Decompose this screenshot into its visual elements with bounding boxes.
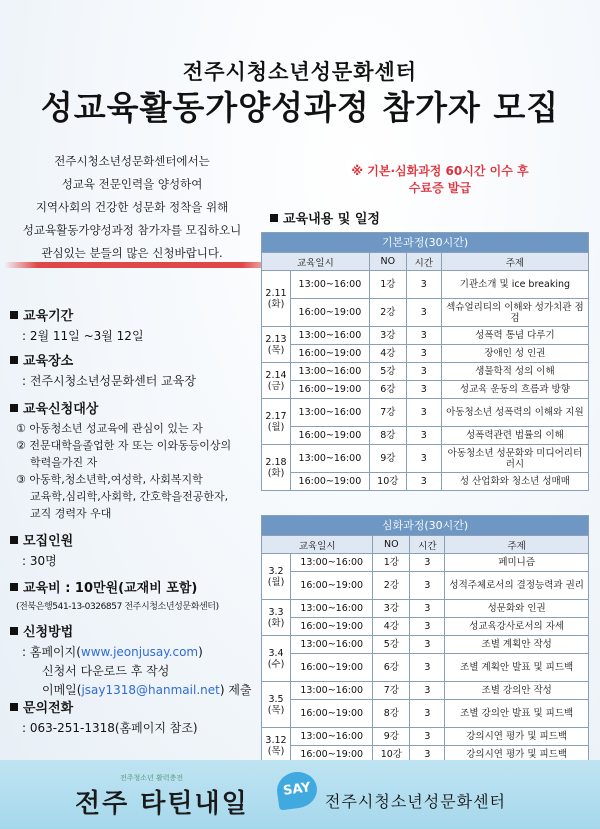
cell-topic: 성폭력 통념 다루기 (441, 327, 588, 345)
cell-hours: 3 (410, 654, 445, 682)
cell-time: 16:00~19:00 (291, 299, 370, 327)
cell-time: 16:00~19:00 (291, 654, 373, 682)
cell-time: 16:00~19:00 (291, 572, 373, 600)
apply-text: 이메일( (42, 683, 82, 697)
cell-hours: 3 (410, 636, 445, 654)
cell-hours: 3 (406, 381, 441, 399)
cell-no: 1강 (373, 554, 410, 572)
cell-time: 13:00~16:00 (291, 363, 370, 381)
notice-line: ※ 기본·심화과정 60시간 이수 후 (351, 164, 529, 178)
apply-text: : 홈페이지( (22, 645, 81, 659)
cell-time: 13:00~16:00 (291, 445, 370, 473)
cell-topic: 조별 계획안 작성 (445, 636, 589, 654)
cell-topic: 아동청소년 성문화와 미디어리터러시 (441, 445, 588, 473)
cell-topic: 강의시연 평가 및 피드백 (445, 746, 589, 764)
column-header: 시간 (410, 536, 445, 554)
cell-topic: 성교육강사로서의 자세 (445, 618, 589, 636)
table-row (262, 299, 589, 327)
weekday-text: (목) (267, 745, 285, 757)
cell-topic: 생물학적 성의 이해 (441, 363, 588, 381)
cell-hours: 3 (406, 327, 441, 345)
cell-topic: 성문화와 인권 (445, 600, 589, 618)
notice-line: 수료증 발급 (408, 181, 472, 195)
cell-no: 6강 (369, 381, 406, 399)
brand-logo-text: 전주 타틴내일 (75, 789, 249, 819)
cell-no: 9강 (373, 728, 410, 746)
weekday-text: (목) (267, 704, 285, 716)
square-bullet-icon (10, 356, 18, 364)
cell-no: 3강 (373, 600, 410, 618)
apply-text: 신청서 다운로드 후 작성 (42, 664, 170, 678)
column-header: NO (369, 253, 406, 271)
table-row (262, 618, 589, 636)
table-row (262, 381, 589, 399)
cell-hours: 3 (406, 399, 441, 427)
cell-no: 5강 (373, 636, 410, 654)
info-label: 모집인원 (23, 534, 74, 549)
info-period (10, 305, 272, 344)
info-label: 교육비 : 10만원(교재비 포함) (23, 581, 198, 596)
cell-topic: 섹슈얼리티의 이해와 성가치관 점검 (441, 299, 588, 327)
footer-organization: 전주시청소년성문화센터 (325, 792, 507, 811)
date-cell (262, 600, 291, 636)
cell-time: 16:00~19:00 (291, 473, 370, 491)
cell-topic: 강의시연 평가 및 피드백 (445, 728, 589, 746)
cell-time: 13:00~16:00 (291, 327, 370, 345)
date-text: 2.14 (265, 369, 287, 381)
cell-time: 13:00~16:00 (291, 399, 370, 427)
square-bullet-icon (10, 583, 18, 591)
cell-time: 13:00~16:00 (291, 554, 373, 572)
table-row (262, 554, 589, 572)
cell-topic: 조별 계획안 발표 및 피드백 (445, 654, 589, 682)
cell-hours: 3 (410, 728, 445, 746)
cell-topic: 기관소개 및 ice breaking (441, 271, 588, 299)
square-bullet-icon (10, 404, 18, 412)
info-value: : 063-251-1318(홈페이지 참조) (22, 721, 198, 735)
cell-no: 6강 (373, 654, 410, 682)
date-text: 2.11 (265, 287, 287, 299)
weekday-text: (월) (267, 421, 285, 433)
column-header: NO (373, 536, 410, 554)
column-header: 교육일시 (262, 253, 370, 271)
weekday-text: (화) (267, 617, 285, 629)
target-item: 교직 경력자 우대 (16, 507, 112, 520)
table-row (262, 682, 589, 700)
target-item: 교육학,심리학,사회학, 간호학을전공한자, (16, 490, 229, 503)
date-cell (262, 327, 291, 363)
weekday-text: (월) (267, 576, 285, 588)
column-header: 주제 (445, 536, 589, 554)
table-row (262, 473, 589, 491)
cell-topic: 성폭력관련 법률의 이해 (441, 427, 588, 445)
date-text: 2.18 (265, 456, 287, 468)
cell-time: 13:00~16:00 (291, 728, 373, 746)
cell-no: 5강 (369, 363, 406, 381)
intro-line: 관심있는 분들의 많은 신청바랍니다. (41, 246, 223, 260)
date-cell (262, 399, 291, 445)
intro-text (12, 150, 252, 265)
table-row (262, 654, 589, 682)
info-fee (10, 577, 272, 612)
highlight-underline (4, 262, 284, 268)
apply-line-email (42, 681, 272, 698)
schedule-heading (270, 208, 380, 227)
date-text: 3.12 (265, 734, 287, 746)
organization-title: 전주시청소년성문화센터 (182, 60, 418, 84)
cell-time: 16:00~19:00 (291, 700, 373, 728)
cell-time: 16:00~19:00 (291, 427, 370, 445)
weekday-text: (화) (267, 467, 285, 479)
cell-hours: 3 (410, 618, 445, 636)
cell-no: 7강 (373, 682, 410, 700)
page-title: 성교육활동가양성과정 참가자 모집 (40, 88, 560, 127)
cell-hours: 3 (406, 299, 441, 327)
info-label: 교육기간 (23, 309, 74, 324)
date-text: 2.13 (265, 333, 287, 345)
bank-account: (전북은행541-13-0326857 전주시청소년성문화센터) (16, 602, 219, 612)
weekday-text: (금) (267, 380, 285, 392)
cell-no: 8강 (373, 700, 410, 728)
cell-topic: 성적주체로서의 결정능력과 권리 (445, 572, 589, 600)
cell-no: 4강 (369, 345, 406, 363)
cell-hours: 3 (410, 554, 445, 572)
cell-topic: 성교육 운동의 흐름과 방향 (441, 381, 588, 399)
cell-no: 9강 (369, 445, 406, 473)
cell-hours: 3 (406, 473, 441, 491)
cell-no: 8강 (369, 427, 406, 445)
date-cell (262, 445, 291, 491)
cell-hours: 3 (406, 345, 441, 363)
cell-hours: 3 (406, 363, 441, 381)
date-cell (262, 271, 291, 327)
date-text: 3.3 (268, 606, 284, 618)
email-link[interactable]: jsay1318@hanmail.net (81, 683, 220, 697)
cell-no: 10강 (373, 746, 410, 764)
intro-line: 성교육 전문인력을 양성하여 (61, 177, 203, 191)
target-item: ② 전문대학을졸업한 자 또는 이와동등이상의 (16, 439, 232, 452)
column-header: 주제 (441, 253, 588, 271)
weekday-text: (화) (267, 298, 285, 310)
target-item: ① 아동청소년 성교육에 관심이 있는 자 (16, 422, 203, 435)
date-text: 3.5 (268, 693, 284, 705)
table-row (262, 572, 589, 600)
cell-no: 2강 (373, 572, 410, 600)
cell-no: 10강 (369, 473, 406, 491)
square-bullet-icon (10, 703, 18, 711)
table-caption: 심화과정(30시간) (262, 516, 589, 536)
table-row (262, 363, 589, 381)
cell-no: 7강 (369, 399, 406, 427)
basic-course-table (261, 232, 589, 491)
weekday-text: (목) (267, 344, 285, 356)
cell-no: 2강 (369, 299, 406, 327)
date-cell (262, 554, 291, 600)
date-text: 2.17 (265, 410, 287, 422)
cell-topic: 조별 강의안 작성 (445, 682, 589, 700)
cell-no: 4강 (373, 618, 410, 636)
square-bullet-icon (10, 627, 18, 635)
cell-hours: 3 (406, 427, 441, 445)
date-text: 3.2 (268, 565, 284, 577)
cell-hours: 3 (410, 572, 445, 600)
date-cell (262, 636, 291, 682)
cell-time: 13:00~16:00 (291, 271, 370, 299)
info-label: 문의전화 (23, 701, 74, 716)
cell-hours: 3 (406, 271, 441, 299)
target-item: 학력을가진 자 (16, 456, 98, 469)
weekday-text: (수) (267, 658, 285, 670)
info-value: : 30명 (22, 554, 57, 568)
cell-topic: 페미니즘 (445, 554, 589, 572)
date-cell (262, 682, 291, 728)
cell-time: 13:00~16:00 (291, 636, 373, 654)
cell-hours: 3 (410, 682, 445, 700)
info-target (10, 398, 272, 522)
cell-time: 16:00~19:00 (291, 618, 373, 636)
cell-hours: 3 (410, 600, 445, 618)
info-place (10, 350, 272, 389)
info-label: 교육신청대상 (23, 402, 99, 417)
info-apply (10, 621, 272, 698)
info-value: : 전주시청소년성문화센터 교육장 (22, 374, 196, 388)
cell-topic: 조별 강의안 발표 및 피드백 (445, 700, 589, 728)
table-row (262, 327, 589, 345)
cell-no: 1강 (369, 271, 406, 299)
apply-text: ) 제출 (219, 683, 252, 697)
column-header: 시간 (406, 253, 441, 271)
cell-hours: 3 (410, 746, 445, 764)
cell-time: 16:00~19:00 (291, 381, 370, 399)
square-bullet-icon (10, 311, 18, 319)
table-row (262, 600, 589, 618)
date-text: 3.4 (268, 647, 284, 659)
cell-topic: 장애인 성 인권 (441, 345, 588, 363)
table-caption: 기본과정(30시간) (262, 233, 589, 253)
schedule-heading-label: 교육내용 및 일정 (283, 212, 380, 227)
table-row (262, 700, 589, 728)
table-row (262, 445, 589, 473)
square-bullet-icon (270, 214, 278, 222)
cell-topic: 성 산업화와 청소년 성매매 (441, 473, 588, 491)
cell-hours: 3 (406, 445, 441, 473)
intro-line: 성교육활동가양성과정 참가자를 모집하오니 (22, 223, 242, 237)
homepage-link[interactable]: www.jeonjusay.com (80, 645, 199, 659)
cell-time: 16:00~19:00 (291, 746, 373, 764)
table-row (262, 271, 589, 299)
table-row (262, 399, 589, 427)
cell-hours: 3 (410, 700, 445, 728)
column-header: 교육일시 (262, 536, 373, 554)
table-row (262, 427, 589, 445)
table-row (262, 636, 589, 654)
info-value: : 2월 11일 ~3월 12일 (22, 329, 144, 343)
cell-no: 3강 (369, 327, 406, 345)
apply-line-homepage (22, 643, 272, 660)
date-cell (262, 363, 291, 399)
cell-topic: 아동청소년 성폭력의 이해와 지원 (441, 399, 588, 427)
cell-time: 16:00~19:00 (291, 345, 370, 363)
info-contact (10, 697, 272, 736)
cell-time: 13:00~16:00 (291, 600, 373, 618)
apply-text: ) (198, 645, 203, 659)
cell-time: 13:00~16:00 (291, 682, 373, 700)
square-bullet-icon (10, 536, 18, 544)
table-row (262, 728, 589, 746)
info-label: 신청방법 (23, 625, 74, 640)
certificate-notice (290, 163, 590, 197)
target-item: ③ 아동학,청소년학,여성학, 사회복지학 (16, 473, 203, 486)
say-logo-icon: SAY (275, 769, 320, 810)
brand-tagline: 전주청소년 활력충전 (120, 774, 184, 782)
info-label: 교육장소 (23, 354, 74, 369)
advanced-course-table (261, 515, 589, 764)
table-row (262, 345, 589, 363)
intro-line: 전주시청소년성문화센터에서는 (54, 154, 210, 168)
intro-line: 지역사회의 건강한 성문화 정착을 위해 (35, 200, 229, 214)
info-capacity (10, 530, 272, 569)
date-cell (262, 728, 291, 764)
